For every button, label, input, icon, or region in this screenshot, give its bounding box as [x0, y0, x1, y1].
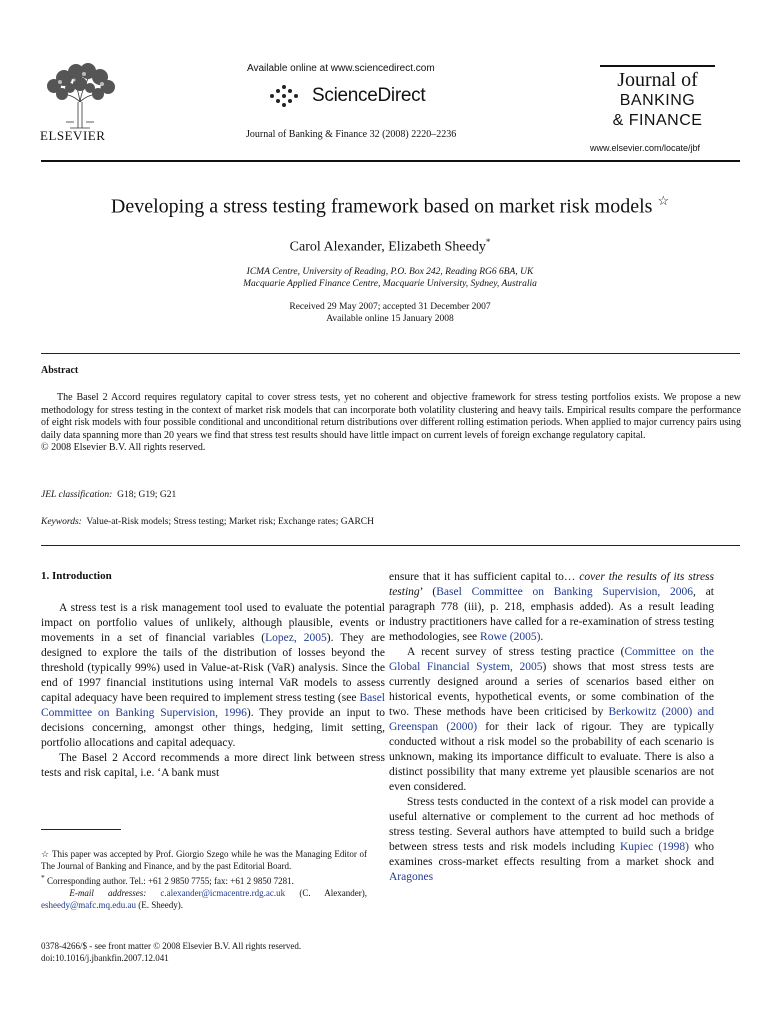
keywords [41, 517, 374, 527]
footnotes [41, 848, 367, 911]
ref-aragones[interactable]: Aragones [389, 871, 434, 883]
footnote-emails: E-mail addresses: c.alexander@icmacentre.rdg.ac.uk (C. Alexander), esheedy@mafc.mq.edu.au (E. Sheedy). [41, 888, 367, 910]
left-column [41, 601, 385, 781]
ref-berkowitz-greenspan[interactable]: Berkowitz (2000) and Greenspan (2000) [389, 706, 714, 733]
jel-classification [41, 490, 176, 500]
article-title [40, 193, 740, 219]
header-divider [41, 160, 740, 162]
footnote-2: * Corresponding author. Tel.: +61 2 9850 7755; fax: +61 2 9850 7281. [41, 873, 294, 886]
right-column [389, 570, 714, 885]
keywords-list: Value-at-Risk models; Stress testing; Market risk; Exchange rates; GARCH [86, 517, 374, 527]
journal-title-line3: & FINANCE [612, 112, 703, 129]
doi-line[interactable]: doi:10.1016/j.jbankfin.2007.12.041 [41, 953, 169, 963]
abstract-copyright: © 2008 Elsevier B.V. All rights reserved. [41, 442, 206, 454]
ref-rowe-2005[interactable]: Rowe (2005) [480, 631, 541, 643]
ref-kupiec-1998[interactable]: Kupiec (1998) [619, 841, 690, 853]
intro-paragraph-1: A stress test is a risk management tool used to evaluate the potential impact on portfolio values of unlikely, although plausible, events or movements in a set of financial variables (Lopez, 2005). They are designed to explore the tails of the distribution of losses beyond the threshold (typically 99%) used in Value-at-Risk (VaR) analysis. Since the end of 1997 financial institutions using internal VaR models to assess capital adequacy have been required to implement stress testing (see Basel Committee on Banking Supervision, 1996). They provide an input to decisions concerning, amongst other things, hedging, limit setting, portfolio allocations and capital adequacy. [41, 602, 385, 749]
journal-masthead [600, 65, 715, 131]
footnote-1: ☆ This paper was accepted by Prof. Giorgio Szego while he was the Managing Editor of The Journal of Banking and Finance, and by the past Editorial Board. [41, 849, 367, 871]
journal-url[interactable]: www.elsevier.com/locate/jbf [590, 143, 701, 153]
intro-paragraph-2-cont: ensure that it has sufficient capital to… cover the results of its stress testing’ (Basel Committee on Banking Supervision, 2006, at paragraph 778 (iii), p. 218, emphasis added). As a result leading industry practitioners have called for a re-examination of stress testing methodologies, see Rowe (2005). [389, 571, 714, 643]
abstract-body [41, 392, 741, 455]
abstract-text: The Basel 2 Accord requires regulatory capital to cover stress tests, yet no coherent and objective framework for stress testing portfolios exists. We propose a new methodology for stress testing in the context of market risk models that can incorporate both volatility clustering and heavy tails. Empirical results compare the performance of eight risk models with four possible conditional and unconditional return distributions over different rolling estimation periods. When applied to major currency pairs using daily data spanning more than 20 years we find that stress test results should have little impact on current levels of foreign exchange regulatory capital. [41, 392, 741, 441]
affiliations [40, 266, 740, 290]
ref-lopez-2005[interactable]: Lopez, 2005 [265, 632, 327, 644]
journal-citation: Journal of Banking & Finance 32 (2008) 2220–2236 [246, 129, 457, 140]
sciencedirect-dots-icon [270, 85, 304, 107]
ref-basel-2006[interactable]: Basel Committee on Banking Supervision, 2006 [436, 586, 694, 598]
intro-paragraph-3: A recent survey of stress testing practice (Committee on the Global Financial System, 2005) shows that most stress tests are currently designed around a series of scenarios based either on historical events, hypothetical events, or some combination of the two. These methods have been criticised by Berkowitz (2000) and Greenspan (2000) for their lack of rigour. They are typically conducted without a risk model so the probability of each scenario is unknown, making its importance difficult to evaluate. There is also a distinct possibility that many extreme yet plausible scenarios are not even considered. [389, 646, 715, 793]
front-matter [41, 940, 301, 964]
article-history [40, 301, 740, 325]
section-heading: 1. Introduction [41, 570, 112, 582]
received-date: Received 29 May 2007; accepted 31 December 2007 [289, 302, 491, 312]
article-title-text: Developing a stress testing framework based on market risk models [110, 195, 653, 218]
footnote-divider [41, 829, 121, 830]
publisher-name: ELSEVIER [40, 128, 106, 143]
journal-title-line2: BANKING [619, 92, 696, 109]
title-footnote-mark[interactable]: ☆ [657, 193, 670, 208]
email-alexander-link[interactable]: c.alexander@icmacentre.rdg.ac.uk [160, 888, 286, 898]
abstract-bottom-divider [41, 545, 740, 546]
email-sheedy-link[interactable]: esheedy@mafc.mq.edu.au [41, 900, 137, 910]
available-date: Available online 15 January 2008 [326, 314, 454, 324]
jel-label: JEL classification: [41, 490, 113, 500]
elsevier-tree-logo [40, 62, 120, 132]
author-names: Carol Alexander, Elizabeth Sheedy [289, 239, 486, 255]
authors [40, 237, 740, 256]
available-online-text[interactable]: Available online at www.sciencedirect.com [247, 63, 435, 74]
affiliation-2: Macquarie Applied Finance Centre, Macquarie University, Sydney, Australia [243, 279, 537, 289]
ref-basel-1996[interactable]: Basel Committee on Banking Supervision, 1996 [41, 692, 385, 719]
affiliation-1: ICMA Centre, University of Reading, P.O. Box 242, Reading RG6 6BA, UK [246, 267, 534, 277]
intro-paragraph-2: The Basel 2 Accord recommends a more direct link between stress tests and risk capital, i.e. ‘A bank must [41, 752, 385, 779]
author-footnote-mark[interactable]: * [485, 237, 491, 247]
issn-line: 0378-4266/$ - see front matter © 2008 Elsevier B.V. All rights reserved. [41, 941, 302, 951]
ref-cgfs-2005[interactable]: Committee on the Global Financial System, 2005 [389, 646, 715, 673]
jel-codes: G18; G19; G21 [117, 490, 177, 500]
abstract-top-divider [41, 353, 740, 354]
keywords-label: Keywords: [41, 517, 82, 527]
intro-paragraph-4: Stress tests conducted in the context of a risk model can provide a useful alternative or complement to the current ad hoc methods of stress testing. Several authors have attempted to build such a bridge between stress tests and risk models including Kupiec (1998) who examines cross-market effects resulting from a market shock and Aragones [389, 796, 715, 883]
sciencedirect-logo[interactable] [270, 83, 425, 109]
journal-title-line1: Journal of [617, 69, 698, 91]
abstract-heading: Abstract [41, 365, 79, 376]
sciencedirect-wordmark: ScienceDirect [312, 85, 426, 106]
